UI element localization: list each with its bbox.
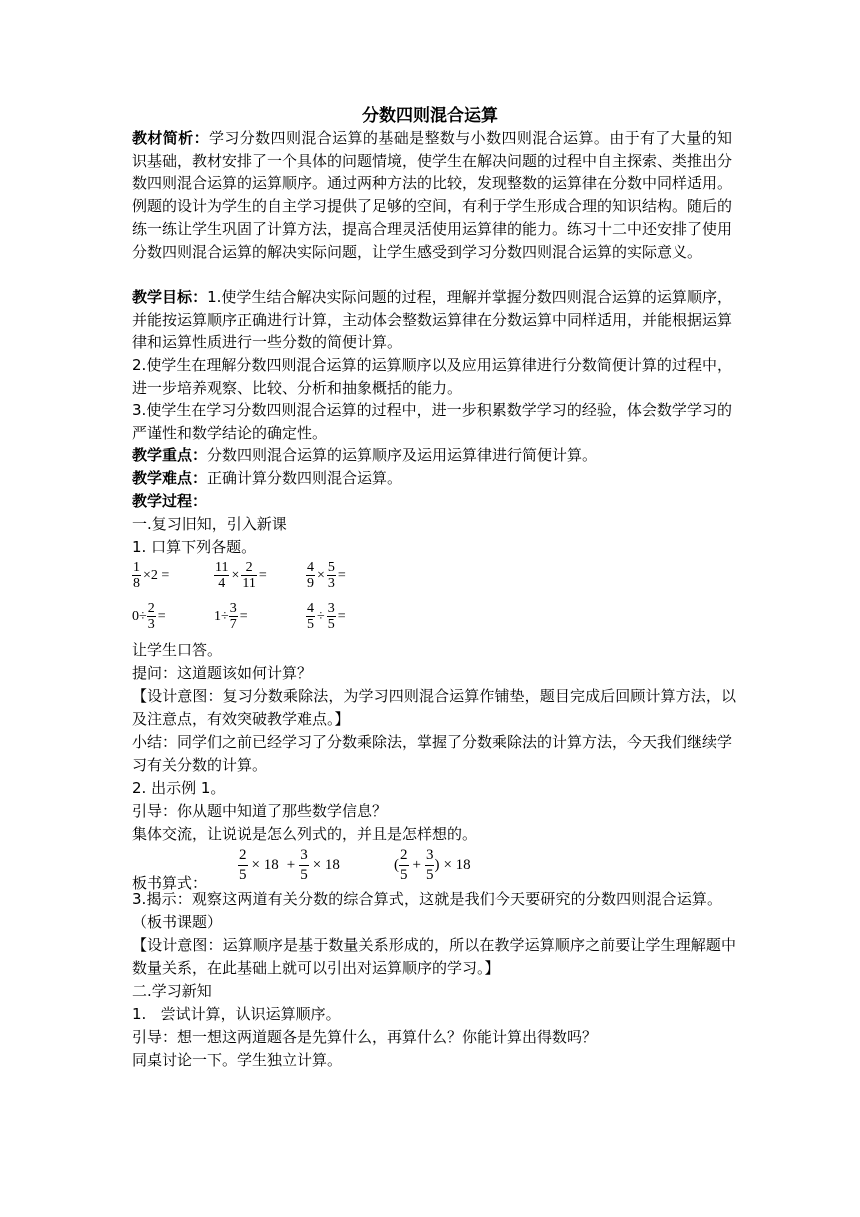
- difficulty-label: 教学难点：: [132, 469, 208, 487]
- section-1-heading: 一.复习旧知，引入新课: [132, 515, 287, 533]
- key-point: [132, 444, 597, 466]
- question-line: 提问：这道题该如何计算？: [132, 664, 313, 682]
- design-intent-1: 【设计意图：复习分数乘除法，为学习四则混合运算作铺垫，题目完成后回顾计算方法，以及注意点，有效突破教学难点。】: [132, 687, 736, 728]
- fraction: $\frac{5}{3}$: [327, 560, 335, 591]
- section-2-discussion: 同桌讨论一下。学生独立计算。: [132, 1051, 343, 1069]
- fraction: $\frac{3}{7}$: [229, 601, 237, 632]
- section-2-heading: 二.学习新知: [132, 982, 212, 1000]
- fraction: $\frac{2}{3}$: [147, 601, 155, 632]
- oral-expr-1: $\frac{1}{8}$ ×2 =: [133, 560, 170, 591]
- process-heading: 教学过程：: [132, 492, 208, 510]
- fraction: $\frac{2}{5}$: [239, 847, 247, 883]
- goals-item-2: 2.使学生在理解分数四则混合运算的运算顺序以及应用运算律进行分数简便计算的过程中，进一步培养观察、比较、分析和抽象概括的能力。: [132, 356, 732, 397]
- oral-expr-6: $\frac{4}{5}$ ÷ $\frac{3}{5}$ =: [307, 601, 346, 632]
- section-2-guide: 引导：想一想这两道题各是先算什么，再算什么？你能计算出得数吗？: [132, 1028, 598, 1046]
- student-answer-line: 让学生口答。: [132, 641, 223, 659]
- key-label: 教学重点：: [132, 446, 208, 464]
- intro-text: 学习分数四则混合运算的基础是整数与小数四则混合运算。由于有了大量的知识基础，教材安排了一个具体的问题情境，使学生在解决问题的过程中自主探索、类推出分数四则混合运算的运算顺序。通过两种方法的比较，发现整数的运算律在分数中同样适用。例题的设计为学生的自主学习提供了足够的空间，有利于学生形成合理的知识结构。随后的练一练让学生巩固了计算方法，提高合理灵活使用运算律的能力。练习十二中还安排了使用分数四则混合运算的解决实际问题，让学生感受到学习分数四则混合运算的实际意义。: [132, 129, 733, 261]
- fraction: $\frac{2}{5}$: [400, 847, 408, 883]
- goals-label: 教学目标：: [132, 288, 208, 306]
- oral-expr-4: 0÷ $\frac{2}{3}$ =: [132, 601, 166, 632]
- fraction: $\frac{4}{5}$: [307, 601, 314, 632]
- fraction: $\frac{1}{8}$: [133, 560, 140, 591]
- fraction: $\frac{11}{4}$: [215, 560, 229, 591]
- oral-expr-3: $\frac{4}{9}$ × $\frac{5}{3}$ =: [307, 560, 346, 591]
- goals-paragraph: [132, 286, 732, 354]
- fraction: $\frac{3}{5}$: [327, 601, 335, 632]
- goals-item-3: 3.使学生在学习分数四则混合运算的过程中，进一步积累数学学习的经验，体会数学学习的严谨性和数学结论的确定性。: [132, 401, 732, 442]
- fraction: $\frac{3}{5}$: [300, 847, 308, 883]
- board-expression-1: $\frac{2}{5}$ × 18 + $\frac{3}{5}$ × 18: [239, 847, 340, 883]
- oral-expr-2: $\frac{11}{4}$ × $\frac{2}{11}$ =: [215, 560, 267, 591]
- difficulty-point: [132, 467, 402, 489]
- fraction: $\frac{3}{5}$: [425, 847, 434, 883]
- summary-paragraph: 小结：同学们之前已经学习了分数乘除法，掌握了分数乘除法的计算方法，今天我们继续学习有关分数的计算。: [132, 733, 733, 774]
- example-line: 2. 出示例 1。: [132, 779, 226, 797]
- intro-paragraph: [132, 127, 732, 263]
- document-title: 分数四则混合运算: [362, 106, 498, 126]
- oral-calc-heading: 1. 口算下列各题。: [132, 538, 257, 556]
- fraction: $\frac{2}{11}$: [242, 560, 256, 591]
- design-intent-2: 【设计意图：运算顺序是基于数量关系形成的，所以在教学运算顺序之前要让学生理解题中数量关系，在此基础上就可以引出对运算顺序的学习。】: [132, 936, 736, 977]
- difficulty-text: 正确计算分数四则混合运算。: [207, 469, 403, 487]
- board-label: 板书算式：: [132, 874, 208, 892]
- reveal-paragraph: 3.揭示：观察这两道有关分数的综合算式，这就是我们今天要研究的分数四则混合运算。（板书课题）: [132, 890, 722, 931]
- oral-expr-5: 1÷ $\frac{3}{7}$ =: [214, 601, 248, 632]
- group-discussion-line: 集体交流，让说说是怎么列式的，并且是怎样想的。: [132, 825, 478, 843]
- try-calc-heading: 1. 尝试计算，认识运算顺序。: [132, 1005, 341, 1023]
- intro-label: 教材简析：: [132, 129, 209, 147]
- guide-line: 引导：你从题中知道了那些数学信息？: [132, 802, 388, 820]
- board-expression-2: ( $\frac{2}{5}$ + $\frac{3}{5}$ ) × 18: [394, 847, 471, 883]
- key-text: 分数四则混合运算的运算顺序及运用运算律进行简便计算。: [207, 446, 598, 464]
- fraction: $\frac{4}{9}$: [307, 560, 314, 591]
- goals-text-1: 1.使学生结合解决实际问题的过程，理解并掌握分数四则混合运算的运算顺序，并能按运算顺序正确进行计算，主动体会整数运算律在分数运算中同样适用，并能根据运算律和运算性质进行一些分数的简便计算。: [132, 288, 733, 352]
